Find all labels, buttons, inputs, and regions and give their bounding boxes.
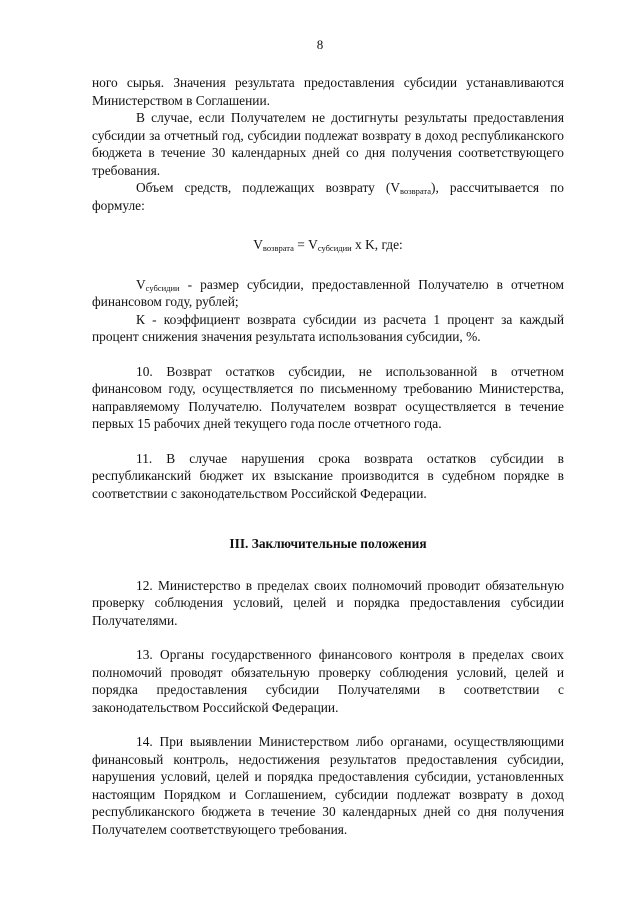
- paragraph-11: 11. В случае нарушения срока возврата остатков субсидии в республиканский бюджет их взыскание производится в судебном порядке в соответствии с законодательством Российской Федерации.: [92, 450, 564, 501]
- document-body: [92, 74, 564, 838]
- paragraph-13: 13. Органы государственного финансового контроля в пределах своих полномочий проводят обязательную проверку соблюдения условий, целей и порядка предоставления субсидии Получателями в соответствии с законодательством Российской Федерации.: [92, 647, 564, 715]
- paragraph-10: 10. Возврат остатков субсидии, не использованной в отчетном финансовом году, осуществляется по письменному требованию Министерства, направляемому Получателю. Получателем возврат осуществляется в течение первых 15 рабочих дней текущего года после отчетного года.: [92, 363, 564, 431]
- paragraph-return-condition: В случае, если Получателем не достигнуты результаты предоставления субсидии за отчетный год, субсидии подлежат возврату в доход республиканского бюджета в течение 30 календарных дней со дня получения соответствующего требования.: [92, 110, 564, 178]
- formula-var: V: [253, 237, 263, 252]
- formula-subscript: возврата: [262, 243, 294, 253]
- paragraph-return-volume: [92, 179, 564, 214]
- section-heading: III. Заключительные положения: [229, 536, 427, 551]
- definition-k: К - коэффициент возврата субсидии из расчета 1 процент за каждый процент снижения значения результата использования субсидии, %.: [92, 311, 564, 344]
- subscript: возврата: [400, 186, 432, 196]
- paragraph-14: 14. При выявлении Министерством либо органами, осуществляющими финансовый контроль, недостижения результатов предоставления субсидии, нарушения условий, целей и порядка предоставления субсидии, установленных настоящим Порядком и Соглашением, субсидии подлежат возврату в доход республиканского бюджета в течение 30 календарных дней со дня получения Получателем соответствующего требования.: [92, 734, 564, 837]
- definition-v-subsidy: [92, 276, 564, 311]
- definition-text: - размер субсидии, предоставленной Получателю в отчетном финансовом году, рублей;: [92, 276, 564, 309]
- text-segment: Объем средств, подлежащих возврату (V: [136, 180, 401, 195]
- paragraph-continuation: ного сырья. Значения результата предоставления субсидии устанавливаются Министерством в Соглашении.: [92, 75, 564, 108]
- formula-var: = V: [293, 237, 318, 252]
- formula-subscript: субсидии: [317, 243, 352, 253]
- definition-subscript: субсидии: [145, 282, 180, 293]
- formula: [92, 236, 564, 254]
- page-number: 8: [316, 37, 324, 52]
- paragraph-12: 12. Министерство в пределах своих полномочий проводит обязательную проверку соблюдения условий, целей и порядка предоставления субсидии Получателями.: [92, 577, 564, 628]
- definition-var: V: [136, 276, 146, 292]
- text-segment: ), рассчитывается по формуле:: [92, 180, 564, 213]
- formula-tail: x K, где:: [351, 237, 403, 252]
